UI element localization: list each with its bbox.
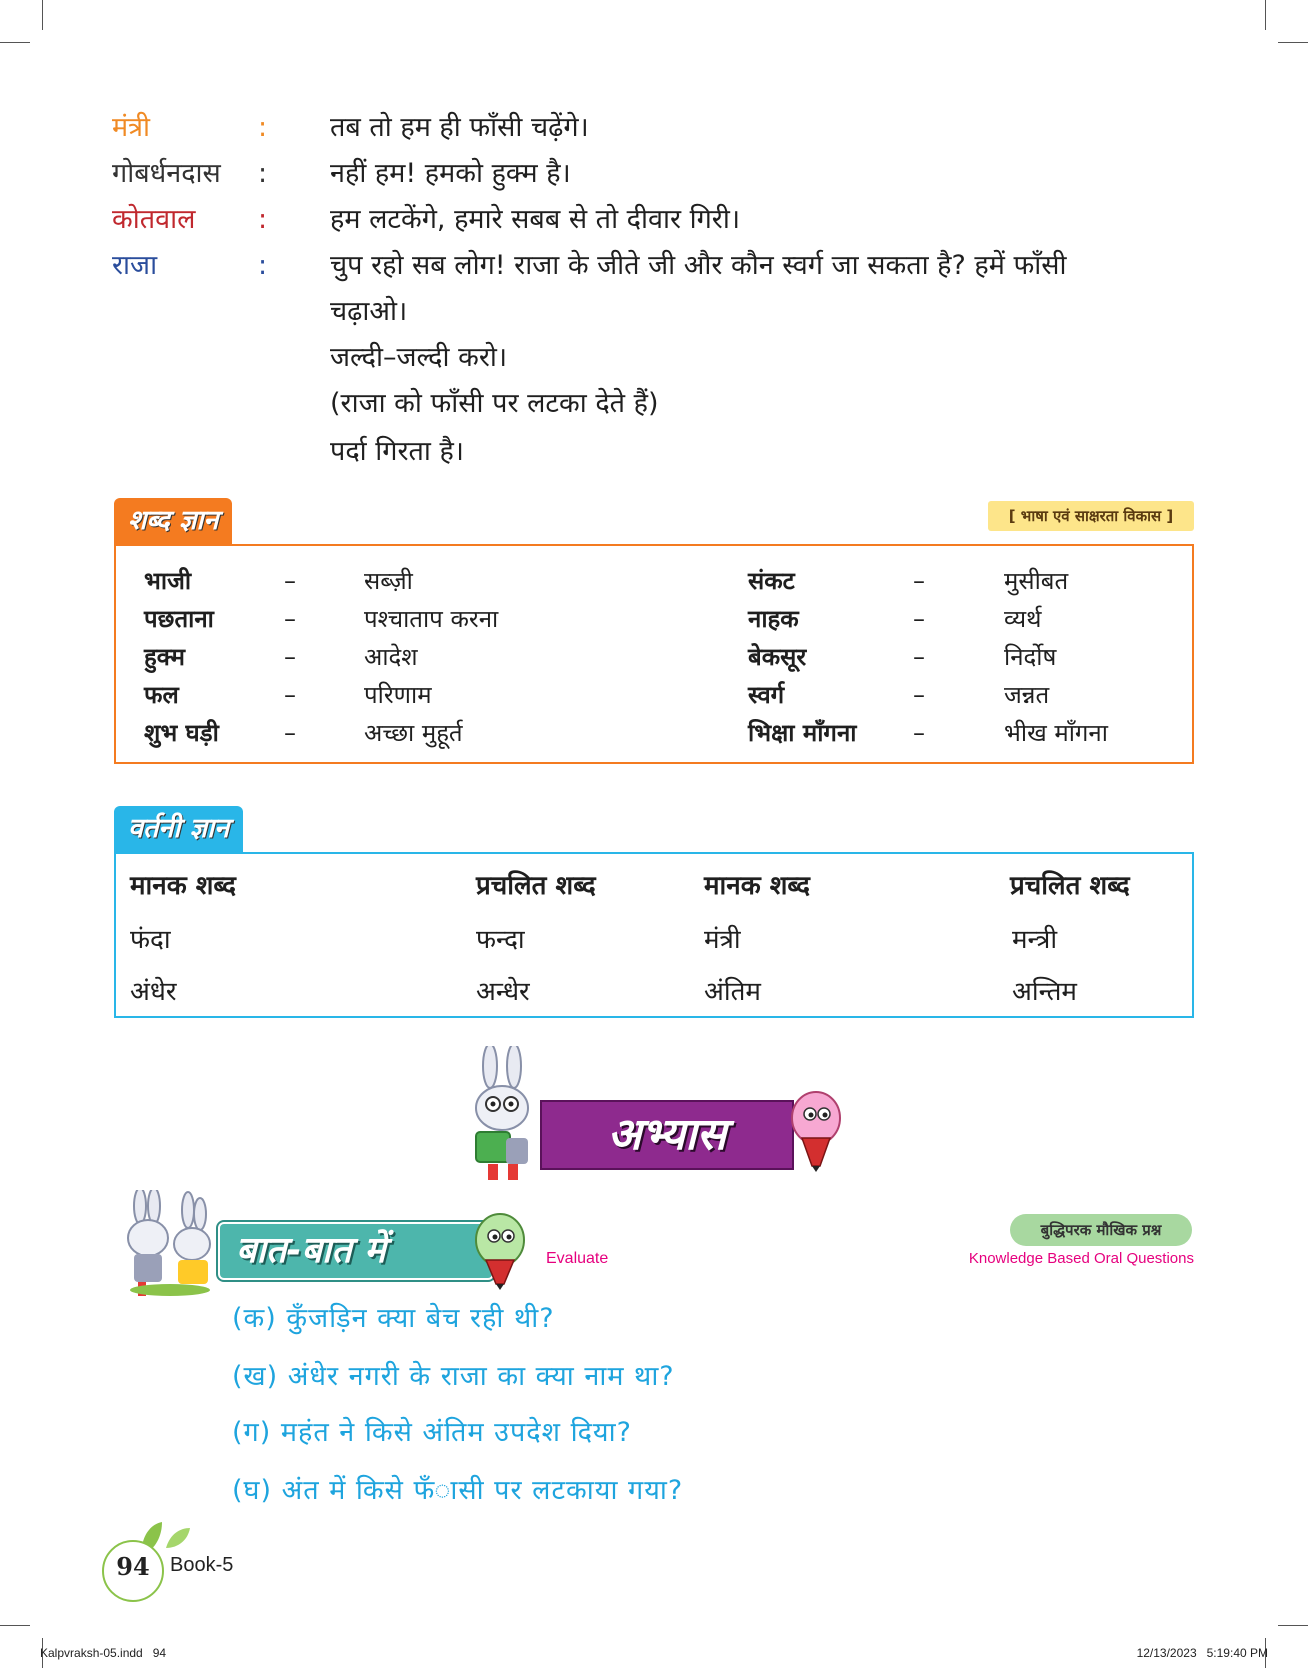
vocab-meaning: पश्चाताप करना [364,605,499,633]
spelling-cell: मंत्री [704,925,741,955]
dialogue-colon: : [258,250,268,281]
spelling-cell: फंदा [130,925,171,955]
speaker-name: राजा [112,250,158,281]
vocab-entry [144,562,413,600]
crop-mark [0,42,30,43]
page-number: 94 [116,1552,150,1581]
vocab-entry [144,638,418,676]
print-timestamp: 12/13/2023 5:19:40 PM [1136,1646,1268,1660]
rabbit-illustration [462,1046,542,1186]
vocab-word: हुक्म [144,643,185,671]
crop-mark [42,0,43,30]
vocab-meaning: परिणाम [364,681,432,709]
vocab-dash: – [913,605,925,633]
vocab-meaning: सब्ज़ी [364,567,413,595]
vocab-entry [748,714,1108,752]
crop-mark [1278,1625,1308,1626]
vocab-entry [144,676,432,714]
vocab-dash: – [284,681,296,709]
oral-questions-badge: बुद्धिपरक मौखिक प्रश्न [1010,1214,1192,1246]
vocab-word: पछताना [144,605,214,633]
crop-mark [1278,42,1308,43]
section-title-banner: बात-बात में [218,1222,494,1280]
crop-mark [0,1625,30,1626]
vocab-word: फल [144,681,179,709]
vocab-tag: [ भाषा एवं साक्षरता विकास ] [988,501,1194,531]
vocab-dash: – [913,643,925,671]
vocab-meaning: निर्दोष [1004,643,1057,671]
spelling-header: प्रचलित शब्द [476,871,596,901]
spelling-cell: अंधेर [130,977,177,1007]
vocab-title: शब्द ज्ञान [114,498,232,544]
spelling-cell: मन्त्री [1012,925,1058,955]
exercise-banner: अभ्यास [540,1100,794,1170]
book-label: Book-5 [170,1554,234,1576]
oral-questions-label: Knowledge Based Oral Questions [968,1250,1194,1267]
speaker-name: मंत्री [112,112,151,143]
dialogue-colon: : [258,112,268,143]
vocab-word: शुभ घड़ी [144,719,219,747]
print-file-info: Kalpvraksh-05.indd 94 [40,1646,167,1660]
speaker-name: गोबर्धनदास [112,158,221,189]
vocab-word: बेकसूर [748,643,807,671]
dialogue-line: चुप रहो सब लोग! राजा के जीते जी और कौन स्वर्ग जा सकता है? हमें फाँसी [330,250,1067,281]
vocab-meaning: भीख माँगना [1004,719,1108,747]
dialogue-line: नहीं हम! हमको हुक्म है। [330,158,571,189]
question-item: (क) कुँजड़िन क्या बेच रही थी? [232,1303,555,1334]
vocab-word: नाहक [748,605,799,633]
question-item: (ख) अंधेर नगरी के राजा का क्या नाम था? [232,1361,675,1392]
dialogue-continuation: चढ़ाओ। [330,296,408,327]
dialogue-continuation: पर्दा गिरता है। [330,436,465,467]
spelling-cell: अंतिम [704,977,761,1007]
exercise-banner-group [462,1046,862,1186]
dialogue-colon: : [258,158,268,189]
vocab-dash: – [913,681,925,709]
vocab-dash: – [284,567,296,595]
spelling-header: मानक शब्द [704,871,810,901]
vocab-meaning: मुसीबत [1004,567,1069,595]
question-item: (घ) अंत में किसे फँासी पर लटकाया गया? [232,1475,684,1506]
vocab-dash: – [913,719,925,747]
vocab-entry [748,638,1057,676]
vocab-meaning: जन्नत [1004,681,1050,709]
dialogue-colon: : [258,204,268,235]
dialogue-continuation: जल्दी–जल्दी करो। [330,342,508,373]
vocab-word: संकट [748,567,795,595]
vocab-meaning: अच्छा मुहूर्त [364,719,463,747]
vocab-entry [748,562,1069,600]
pencil-mascot-icon [782,1082,852,1172]
vocab-word: भाजी [144,567,192,595]
crop-mark [1265,0,1266,30]
rabbits-illustration [110,1190,220,1300]
pencil-mascot-icon [468,1206,532,1290]
spelling-cell: फन्दा [476,925,525,955]
dialogue-continuation: (राजा को फाँसी पर लटका देते हैं) [330,388,659,419]
vocab-entry [748,600,1042,638]
vocab-entry [144,714,463,752]
spelling-cell: अन्धेर [476,977,530,1007]
vocab-dash: – [284,605,296,633]
vocab-dash: – [284,719,296,747]
vocab-meaning: आदेश [364,643,418,671]
dialogue-line: तब तो हम ही फाँसी चढ़ेंगे। [330,112,589,143]
vocab-entry [748,676,1050,714]
vocab-word: स्वर्ग [748,681,785,709]
vocab-meaning: व्यर्थ [1004,605,1042,633]
spelling-title: वर्तनी ज्ञान [114,806,243,852]
vocab-entry [144,600,499,638]
evaluate-label: Evaluate [546,1250,609,1267]
spelling-header: प्रचलित शब्द [1010,871,1130,901]
spelling-cell: अन्तिम [1012,977,1077,1007]
question-item: (ग) महंत ने किसे अंतिम उपदेश दिया? [232,1417,632,1448]
vocab-dash: – [913,567,925,595]
vocab-dash: – [284,643,296,671]
speaker-name: कोतवाल [112,204,196,235]
spelling-header: मानक शब्द [130,871,236,901]
dialogue-line: हम लटकेंगे, हमारे सबब से तो दीवार गिरी। [330,204,741,235]
vocab-word: भिक्षा माँगना [748,719,857,747]
